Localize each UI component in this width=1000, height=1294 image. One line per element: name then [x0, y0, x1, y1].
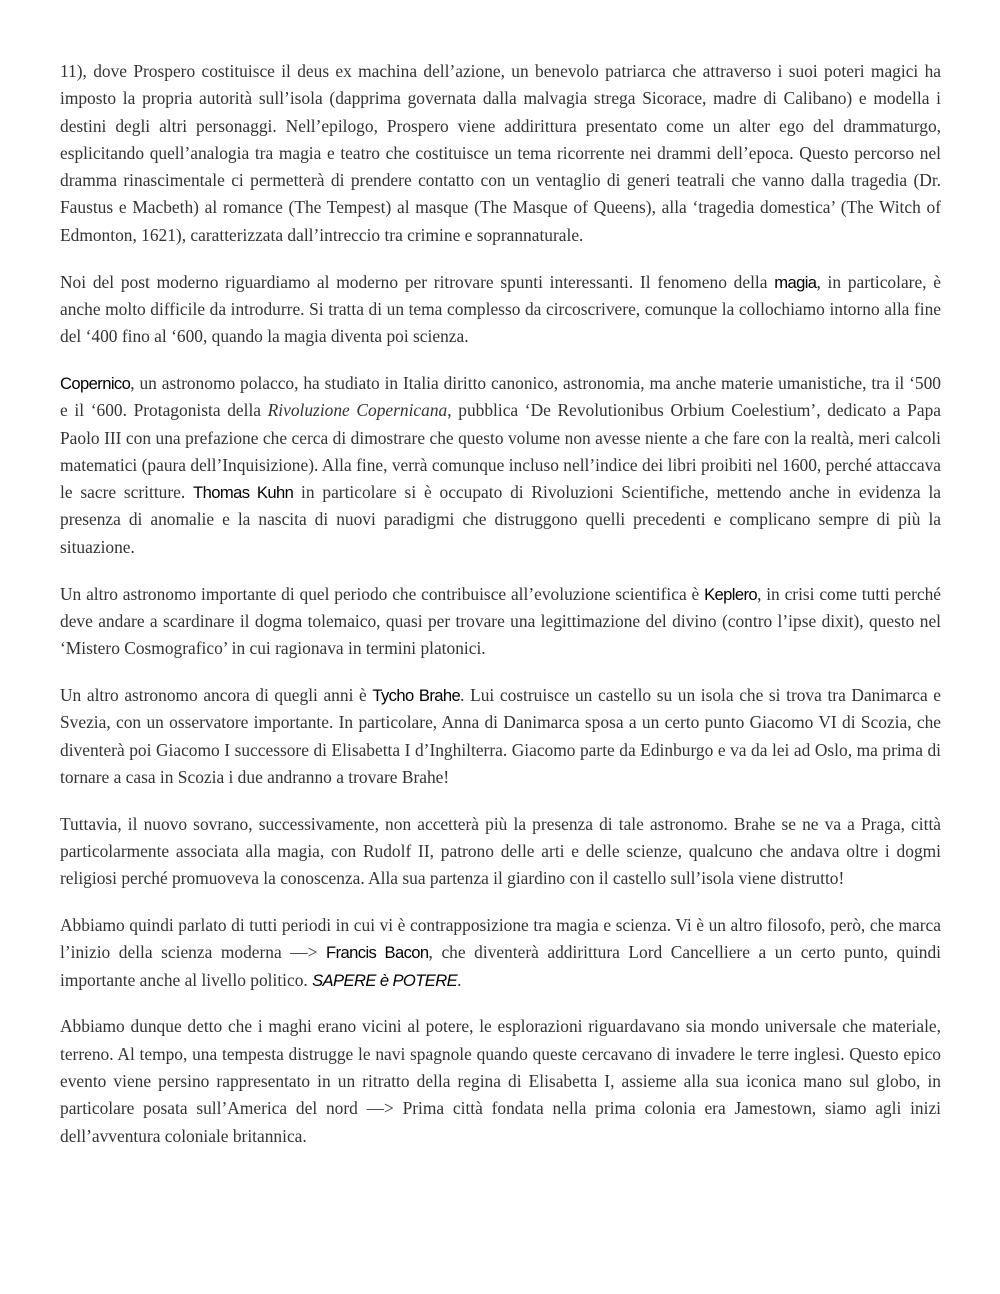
text-run: Tuttavia, il nuovo sovrano, successivamente, non accetterà più la presenza di tale astronomo. Brahe se ne va a Praga, città particolarmente associata alla magia, con Rudolf II, patrono delle arti e delle scienze, qualcuno che andava oltre i dogmi religiosi perché promuoveva la conoscenza. Alla sua partenza il giardino con il castello sull’isola viene distrutto! [60, 813, 941, 889]
text-run: , pubblica ‘De Revolutionibus Orbium Coelestium’, dedicato a Papa Paolo III con una prefazione che cerca di dimostrare che questo volume non avesse niente a che fare con la realtà, meri calcoli matematici (paura dell’Inquisizione). Alla fine, verrà comunque incluso nell’indice dei libri proibiti nel 1600, perché attaccava le sacre scritture. [60, 400, 941, 503]
keyword-thomas-kuhn: Thomas Kuhn [193, 483, 294, 503]
text-run: Abbiamo quindi parlato di tutti periodi in cui vi è contrapposizione tra magia e scienza. Vi è un altro filosofo, però, che marca l’inizio della scienza moderna —> [60, 915, 941, 963]
keyword-copernico: Copernico [60, 373, 131, 393]
text-run: in particolare si è occupato di Rivoluzioni Scientifiche, mettendo anche in evidenza la presenza di anomalie e la nascita di nuovi paradigmi che distruggono quelli precedenti e complicano sempre di più la situazione. [60, 482, 941, 557]
text-run: . [457, 969, 462, 990]
text-run: , un astronomo polacco, ha studiato in Italia diritto canonico, astronomia, ma anche materie umanistiche, tra il ‘500 e il ‘600. Protagonista della [60, 372, 941, 421]
text-run: , in particolare, è anche molto difficile da introdurre. Si tratta di un tema complesso da circoscrivere, comunque la collochiamo intorno alla fine del ‘400 fino al ‘600, quando la magia diventa poi scienza. [60, 271, 942, 347]
text-run: Abbiamo dunque detto che i maghi erano vicini al potere, le esplorazioni riguardavano sia mondo universale che materiale, terreno. Al tempo, una tempesta distrugge le navi spagnole quando queste cercavano di invadere le terre inglesi. Questo epico evento viene persino rappresentato in un ritratto della regina di Elisabetta I, assieme alla sua iconica mano sul globo, in particolare posata sull’America del nord —> Prima città fondata nella prima colonia era Jamestown, siamo agli inizi dell’avventura coloniale britannica. [60, 1016, 941, 1146]
paragraph [60, 682, 941, 791]
paragraph [60, 58, 941, 249]
text-run: . Lui costruisce un castello su un isola che si trova tra Danimarca e Svezia, con un osservatore importante. In particolare, Anna di Danimarca sposa a un certo punto Giacomo VI di Scozia, che diventerà poi Giacomo I successore di Elisabetta I d’Inghilterra. Giacomo parte da Edinburgo e va da lei ad Oslo, ma prima di tornare a casa in Scozia i due andranno a trovare Brahe! [60, 684, 941, 787]
keyword-tycho-brahe: Tycho Brahe [372, 685, 461, 705]
paragraph [60, 370, 941, 561]
keyword-francis-bacon: Francis Bacon [326, 943, 429, 963]
paragraph [60, 912, 941, 994]
paragraph [60, 1013, 941, 1149]
text-run: 11), dove Prospero costituisce il deus ex machina dell’azione, un benevolo patriarca che attraverso i suoi poteri magici ha imposto la propria autorità sull’isola (dapprima governata dalla malvagia strega Sicorace, madre di Calibano) e modella i destini degli altri personaggi. Nell’epilogo, Prospero viene addirittura presentato come un alter ego del drammaturgo, esplicitando quell’analogia tra magia e teatro che costituisce un tema ricorrente nei drammi dell’epoca. Questo percorso nel dramma rinascimentale ci permetterà di prendere contatto con un ventaglio di generi teatrali che vanno dalla tragedia (Dr. Faustus e Macbeth) al romance (The Tempest) al masque (The Masque of Queens), alla ‘tragedia domestica’ (The Witch of Edmonton, 1621), caratterizzata dall’intreccio tra crimine e soprannaturale. [60, 61, 941, 245]
keyword-keplero: Keplero [704, 584, 758, 604]
text-run: Noi del post moderno riguardiamo al moderno per ritrovare spunti interessanti. Il fenomeno della [60, 271, 775, 292]
paragraph [60, 581, 941, 663]
keyword-sapere-potere: SAPERE è POTERE [312, 970, 458, 990]
text-run: , in crisi come tutti perché deve andare a scardinare il dogma tolemaico, quasi per trovare una legittimazione del divino (contro l’ipse dixit), questo nel ‘Mistero Cosmografico’ in cui ragionava in termini platonici. [60, 583, 941, 659]
text-run: , che diventerà addirittura Lord Cancelliere a un certo punto, quindi importante anche al livello politico. [60, 942, 941, 990]
document-page [60, 58, 941, 1169]
italic-term: Rivoluzione Copernicana [267, 400, 448, 421]
text-run: Un altro astronomo importante di quel periodo che contribuisce all’evoluzione scientifica è [60, 583, 705, 604]
keyword-magia: magia [774, 272, 817, 292]
paragraph [60, 811, 941, 893]
paragraph [60, 269, 941, 351]
text-run: Un altro astronomo ancora di quegli anni è [60, 684, 373, 705]
